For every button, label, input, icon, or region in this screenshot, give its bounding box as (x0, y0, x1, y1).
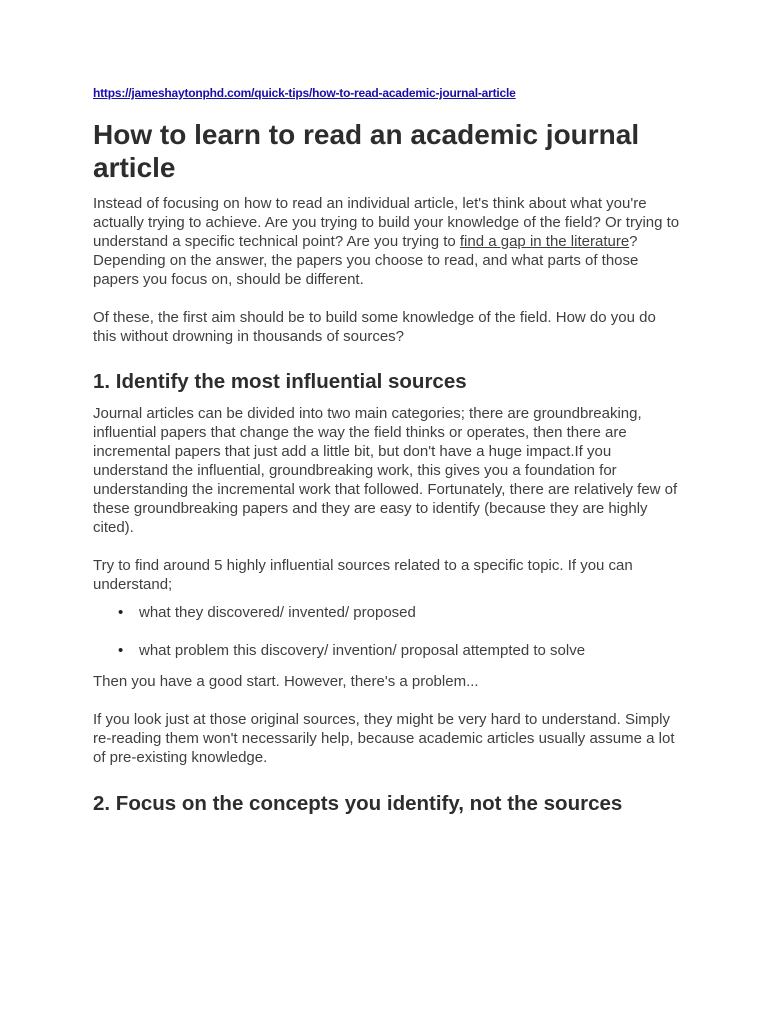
list-item (118, 603, 683, 622)
section-1-paragraph-2: Try to find around 5 highly influential sources related to a specific topic. If you can understand; (93, 557, 633, 593)
bullet-icon: • (118, 604, 124, 621)
list-item (118, 641, 683, 660)
article (93, 86, 683, 826)
bullet-icon: • (118, 642, 124, 659)
find-gap-link[interactable]: find a gap in the literature (459, 233, 630, 250)
section-1-paragraph-1: Journal articles can be divided into two main categories; there are groundbreaking, influential papers that change the way the field thinks or operates, then there are incremental papers that just add a little bit, but don't have a huge impact.If you understand the influential, groundbreaking work, this gives you a foundation for understanding the incremental work that followed. Fortunately, there are relatively few of these groundbreaking papers and they are easy to identify (because they are highly cited). (93, 405, 678, 536)
section-2-heading: 2. Focus on the concepts you identify, not the sources (93, 792, 623, 815)
list-item-text: what they discovered/ invented/ proposed (139, 604, 416, 621)
page-title: How to learn to read an academic journal article (93, 119, 640, 183)
section-1-bullet-list (93, 603, 683, 660)
intro-paragraph-1 (93, 194, 683, 289)
intro-text-after-link: ? Depending on the answer, the papers you choose to read, and what parts of those papers you focus on, should be different. (93, 233, 639, 288)
section-1-paragraph-4: If you look just at those original sources, they might be very hard to understand. Simply re-reading them won't necessarily help, because academic articles usually assume a lot of pre-existing knowledge. (93, 711, 675, 766)
section-1-paragraph-3: Then you have a good start. However, there's a problem... (93, 673, 479, 690)
section-1-heading: 1. Identify the most influential sources (93, 370, 467, 393)
list-item-text: what problem this discovery/ invention/ proposal attempted to solve (139, 642, 586, 659)
source-url-link[interactable]: https://jameshaytonphd.com/quick-tips/how-to-read-academic-journal-article (93, 86, 516, 100)
intro-text-before-link: Instead of focusing on how to read an individual article, let's think about what you're actually trying to achieve. Are you trying to build your knowledge of the field? Or trying to understand a specific technical point? Are you trying to (93, 195, 680, 250)
intro-paragraph-2: Of these, the first aim should be to build some knowledge of the field. How do you do this without drowning in thousands of sources? (93, 309, 656, 345)
